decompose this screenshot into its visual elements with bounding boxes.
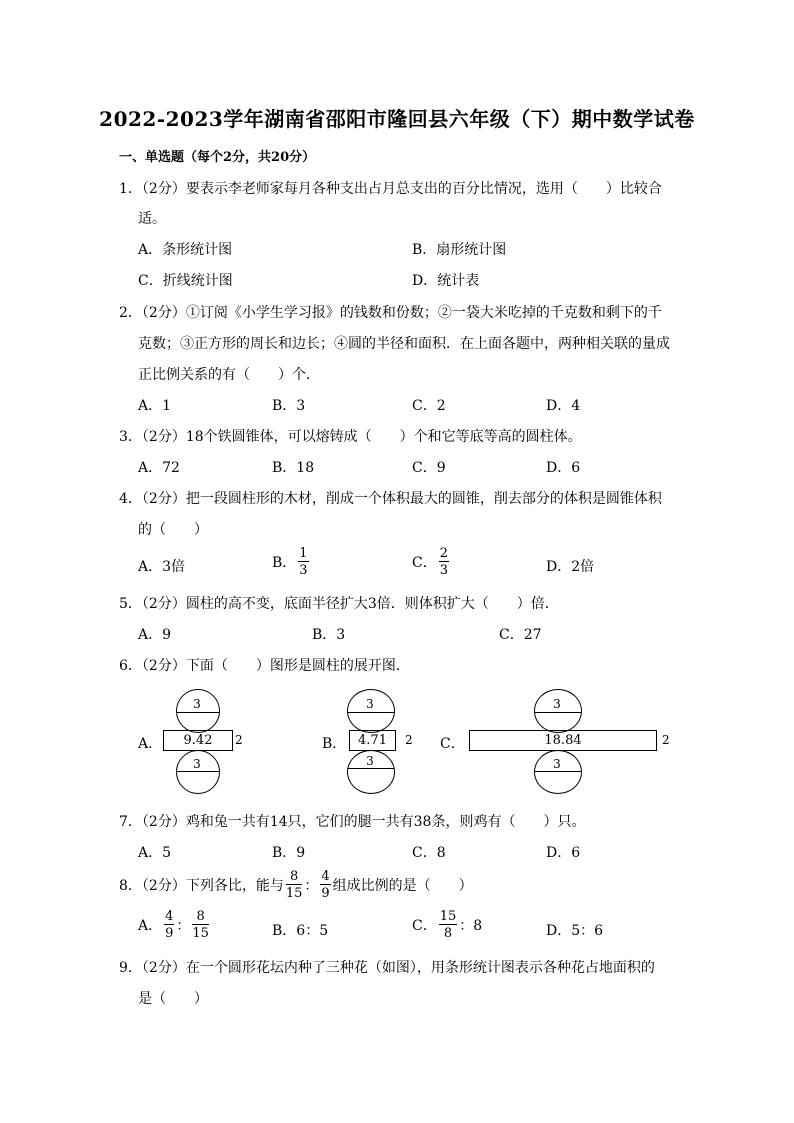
question-5	[119, 593, 559, 613]
fraction: $\frac{15}{8}$	[439, 909, 457, 941]
option-d: D．统计表	[412, 273, 480, 289]
option-c: C．2	[412, 398, 446, 414]
diameter-line	[177, 712, 219, 713]
question-text-cont: 适。	[138, 211, 166, 227]
option-b: B．3	[272, 398, 306, 414]
radius-label: 3	[193, 697, 201, 711]
question-text: （2分）下列各比，能与	[141, 878, 284, 894]
fraction: $\frac{8}{15}$	[192, 909, 209, 941]
question-text: （2分）18个铁圆锥体，可以熔铸成（ ）个和它等底等高的圆柱体。	[141, 429, 582, 445]
question-text: （2分）圆柱的高不变，底面半径扩大3倍．则体积扩大（ ）倍．	[141, 596, 559, 612]
option-d: D．5：6	[546, 923, 604, 939]
diameter-line	[348, 768, 394, 769]
height-label: 2	[235, 733, 243, 747]
fraction: $\frac{2}{3}$	[439, 546, 448, 578]
option-b: B．6：5	[272, 923, 329, 939]
question-text-cont: 正比例关系的有（ ）个．	[138, 367, 320, 383]
question-2	[119, 302, 662, 322]
question-9	[119, 957, 655, 977]
page-title: 2022-2023学年湖南省邵阳市隆回县六年级（下）期中数学试卷	[99, 107, 695, 131]
top-circle	[347, 689, 395, 733]
question-number: 2．	[119, 305, 142, 321]
question-text: （2分）在一个圆形花坛内种了三种花（如图），用条形统计图表示各种花占地面积的	[141, 960, 655, 976]
option-b: B．扇形统计图	[412, 242, 507, 258]
option-d: D．4	[546, 398, 581, 414]
option-a: A．9	[138, 627, 172, 643]
option-d: D．2倍	[546, 559, 595, 575]
top-circle	[534, 689, 582, 733]
radius-label: 3	[366, 697, 374, 711]
option-b: B．18	[272, 460, 315, 476]
radius-label: 3	[553, 697, 561, 711]
option-d: D．6	[546, 460, 581, 476]
question-3	[119, 426, 582, 446]
diameter-line	[348, 712, 394, 713]
lateral-rectangle: 9.42	[163, 730, 233, 751]
lateral-rectangle: 4.71	[349, 730, 396, 751]
question-7	[119, 811, 585, 831]
question-text-cont: 是（ ）	[138, 991, 208, 1007]
question-4	[119, 488, 662, 508]
question-number: 9．	[119, 960, 142, 976]
top-circle	[176, 689, 220, 733]
question-number: 5．	[119, 596, 142, 612]
height-label: 2	[405, 733, 413, 747]
question-text: （2分）下面（ ）图形是圆柱的展开图．	[141, 658, 410, 674]
question-8: 8．（2分）下列各比，能与 $\frac{8}{15}$ ： $\frac{4}{9}$ 组成比例的是（ ）	[119, 869, 473, 901]
question-6	[119, 655, 410, 675]
question-text: （2分）①订阅《小学生学习报》的钱数和份数；②一袋大米吃掉的千克数和剩下的千	[141, 305, 662, 321]
diameter-line	[177, 771, 219, 772]
option-b: B．3	[312, 627, 346, 643]
option-a: A．1	[138, 398, 172, 414]
question-text-cont: 的（ ）	[138, 522, 208, 538]
option-c: C．折线统计图	[138, 273, 233, 289]
radius-label: 3	[193, 757, 201, 771]
question-number: 6．	[119, 658, 142, 674]
question-number: 1．	[119, 181, 142, 197]
diameter-line	[535, 771, 581, 772]
option-c: C．9	[412, 460, 446, 476]
option-b: B． $\frac{1}{3}$	[272, 546, 308, 578]
option-a: A．72	[138, 460, 180, 476]
option-b: B．9	[272, 845, 306, 861]
fraction: $\frac{4}{9}$	[165, 909, 174, 941]
question-text-cont: 克数；③正方形的周长和边长；④圆的半径和面积．在上面各题中，两种相关联的量成	[138, 336, 670, 352]
fraction: $\frac{1}{3}$	[299, 546, 308, 578]
option-c: C．27	[499, 627, 542, 643]
radius-label: 3	[366, 754, 374, 768]
question-text: （2分）要表示李老师家每月各种支出占月总支出的百分比情况，选用（ ）比较合	[141, 181, 662, 197]
fraction: $\frac{4}{9}$	[321, 869, 330, 901]
question-number: 8．	[119, 878, 142, 894]
question-text: 组成比例的是（ ）	[332, 878, 473, 894]
option-a: A． $\frac{4}{9}$ ： $\frac{8}{15}$	[138, 909, 209, 941]
diameter-line	[535, 712, 581, 713]
option-a: A．5	[138, 845, 172, 861]
option-d: D．6	[546, 845, 581, 861]
figure-b-letter: B．	[322, 736, 347, 752]
question-number: 3．	[119, 429, 142, 445]
option-c: C． $\frac{15}{8}$ ：8	[412, 909, 483, 941]
figure-a-letter: A．	[138, 736, 163, 752]
question-text: （2分）把一段圆柱形的木材，削成一个体积最大的圆锥，削去部分的体积是圆锥体积	[141, 491, 662, 507]
option-c: C． $\frac{2}{3}$	[412, 546, 448, 578]
option-c: C．8	[412, 845, 446, 861]
option-a: A．3倍	[138, 559, 186, 575]
lateral-rectangle: 18.84	[469, 730, 657, 751]
question-number: 4．	[119, 491, 142, 507]
question-number: 7．	[119, 814, 142, 830]
option-a: A．条形统计图	[138, 242, 233, 258]
fraction: $\frac{8}{15}$	[285, 869, 303, 901]
height-label: 2	[662, 733, 670, 747]
figure-c-letter: C．	[440, 736, 465, 752]
question-text: （2分）鸡和兔一共有14只，它们的腿一共有38条，则鸡有（ ）只。	[141, 814, 586, 830]
radius-label: 3	[553, 757, 561, 771]
question-1	[119, 178, 662, 198]
section-heading: 一、单选题（每个2分，共20分）	[119, 150, 316, 165]
